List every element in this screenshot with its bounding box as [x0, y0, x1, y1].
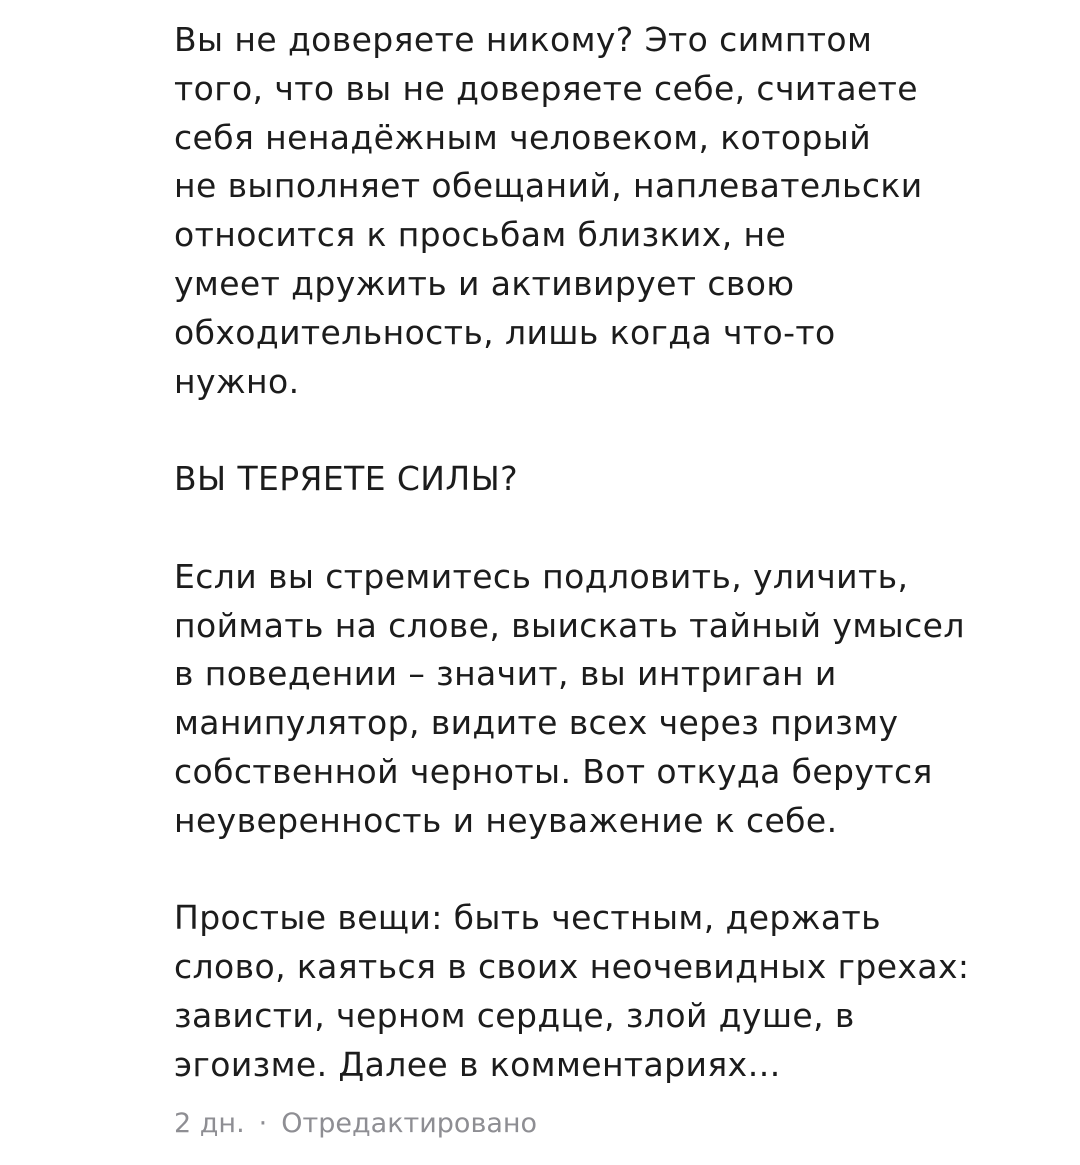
- paragraph-3: [174, 894, 1044, 1089]
- paragraph-gap: [174, 504, 1044, 553]
- text-line: поймать на слове, выискать тайный умысел: [174, 605, 965, 645]
- text-line: того, что вы не доверяете себе, считаете: [174, 68, 918, 108]
- edited-label[interactable]: Отредактировано: [281, 1108, 538, 1139]
- heading-text: ВЫ ТЕРЯЕТЕ СИЛЫ?: [174, 459, 519, 499]
- text-line: собственной черноты. Вот откуда берутся: [174, 751, 933, 791]
- post-timestamp[interactable]: 2 дн.: [174, 1108, 245, 1139]
- text-line: в поведении – значит, вы интриган и: [174, 654, 837, 694]
- text-line: неуверенность и неуважение к себе.: [174, 800, 838, 840]
- section-heading: [174, 455, 1044, 504]
- text-line: обходительность, лишь когда что-то: [174, 312, 836, 352]
- paragraph-1: [174, 16, 1044, 406]
- text-line: умеет дружить и активирует свою: [174, 263, 795, 303]
- paragraph-2: [174, 553, 1044, 846]
- text-line: зависти, черном сердце, злой душе, в: [174, 995, 855, 1035]
- text-line: Если вы стремитесь подловить, уличить,: [174, 556, 909, 596]
- text-line: нужно.: [174, 361, 300, 401]
- meta-separator: ·: [258, 1108, 268, 1139]
- text-line: слово, каяться в своих неочевидных грехах:: [174, 947, 970, 987]
- text-line: относится к просьбам близких, не: [174, 215, 787, 255]
- text-line: Вы не доверяете никому? Это симптом: [174, 20, 873, 59]
- post-body: [174, 16, 1044, 1090]
- text-line: эгоизме. Далее в комментариях…: [174, 1044, 781, 1084]
- text-line: Простые вещи: быть честным, держать: [174, 898, 881, 938]
- text-line: себя ненадёжным человеком, который: [174, 117, 872, 157]
- paragraph-gap: [174, 406, 1044, 455]
- text-line: не выполняет обещаний, наплевательски: [174, 166, 923, 206]
- post-text: [174, 16, 1044, 1090]
- paragraph-gap: [174, 846, 1044, 895]
- text-line: манипулятор, видите всех через призму: [174, 703, 899, 743]
- post-meta: [174, 1106, 537, 1142]
